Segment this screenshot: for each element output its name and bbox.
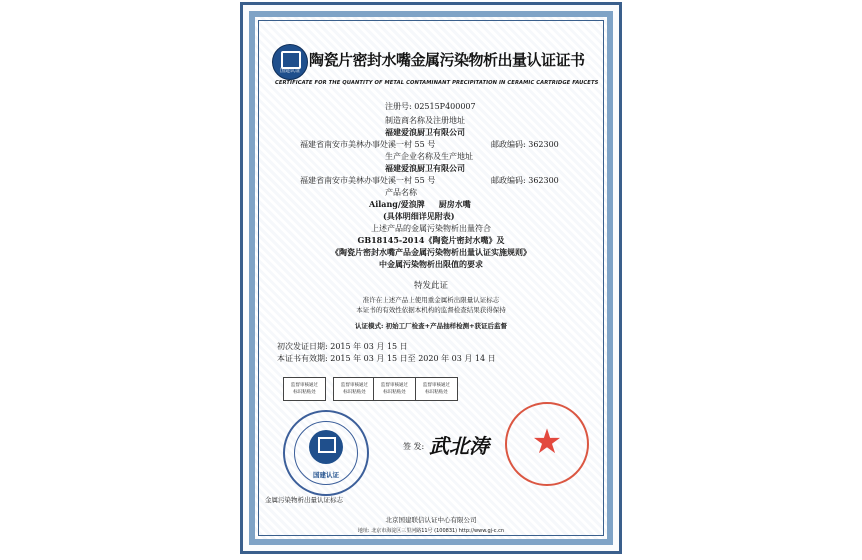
producer-address: 福建省南安市美林办事处溪一村 55 号: [300, 176, 436, 185]
company-seal-icon: ★: [505, 402, 589, 486]
first-issue-date: 初次发证日期: 2015 年 03 月 15 日: [277, 342, 408, 351]
rules-line: 《陶瓷片密封水嘴产品金属污染物析出量认证实施规则》: [331, 247, 531, 257]
supervision-stamp-box: 监督审核通过 标识粘贴处: [373, 377, 416, 401]
certification-logo-icon: [272, 44, 308, 80]
manufacturer-heading: 制造商名称及注册地址: [385, 116, 465, 125]
issue-heading: 特发此证: [413, 281, 448, 291]
producer-heading: 生产企业名称及生产地址: [385, 152, 473, 161]
limit-line: 中金属污染物析出限值的要求: [379, 259, 483, 269]
signature: 武北涛: [429, 434, 489, 458]
seal-label: 国建认证: [313, 471, 339, 479]
issuer-address: 地址: 北京市海淀区三里河路11号 (100831) http://www.gj-c.cn: [357, 528, 505, 534]
valid-period: 本证书有效期: 2015 年 03 月 15 日至 2020 年 03 月 14 日: [277, 354, 496, 363]
certificate-title: 陶瓷片密封水嘴金属污染物析出量认证证书: [309, 51, 585, 69]
manufacturer-postcode: 邮政编码: 362300: [491, 140, 559, 149]
registration-number: 注册号: 02515P400007: [385, 102, 476, 111]
conformity-line: 上述产品的金属污染物析出量符合: [371, 224, 491, 233]
mark-label: 金属污染物析出量认证标志: [265, 496, 343, 504]
validity-line: 本证书的有效性依据本机构的监督检查结果获得保持: [356, 306, 506, 314]
producer-name: 福建爱浪厨卫有限公司: [385, 163, 465, 173]
product-detail: (具体明细详见附表): [383, 211, 455, 221]
manufacturer-name: 福建爱浪厨卫有限公司: [385, 127, 465, 137]
supervision-stamp-box: 监督审核通过 标识粘贴处: [283, 377, 326, 401]
issuer-name: 北京国建联信认证中心有限公司: [385, 516, 477, 524]
certificate: [240, 2, 622, 554]
supervision-stamp-box: 监督审核通过 标识粘贴处: [415, 377, 458, 401]
permission-line: 准许在上述产品上使用重金属析出限量认证标志: [362, 296, 500, 304]
manufacturer-address: 福建省南安市美林办事处溪一村 55 号: [300, 140, 436, 149]
logo-text: 国建认证: [279, 68, 300, 74]
signature-label: 签 发:: [403, 442, 425, 451]
producer-postcode: 邮政编码: 362300: [491, 176, 559, 185]
standard-line: GB18145-2014《陶瓷片密封水嘴》及: [357, 235, 505, 245]
mode-line: 认证模式: 初始工厂检查+产品抽样检测+获证后监督: [354, 322, 508, 330]
certificate-subtitle: CERTIFICATE FOR THE QUANTITY OF METAL CONTAMINANT PRECIPITATION IN CERAMIC CARTRIDGE FAUCETS: [275, 80, 599, 86]
product-name: Ailang/爱浪牌 厨房水嘴: [369, 199, 471, 209]
certification-seal-icon: [283, 410, 369, 496]
product-heading: 产品名称: [385, 188, 417, 197]
supervision-stamp-box: 监督审核通过 标识粘贴处: [333, 377, 376, 401]
